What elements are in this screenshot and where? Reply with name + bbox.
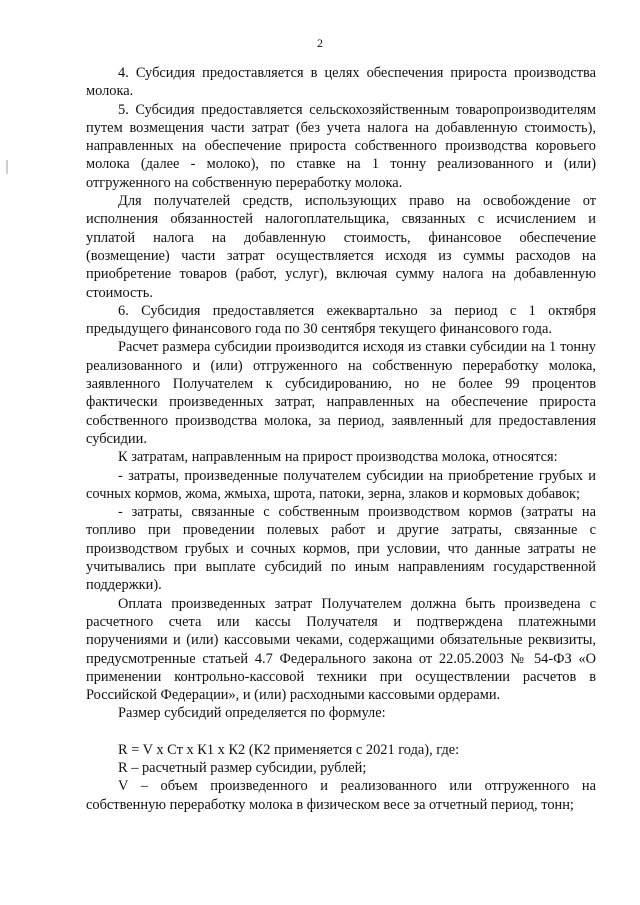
paragraph-vat-exemption: Для получателей средств, использующих право на освобождение от исполнения обязанностей налогоплательщика, связанных с исчислением и уплатой налога на добавленную стоимость, финансовое обеспечение (возмещение) части затрат осуществляется исходя из суммы расходов на приобретение товаров (работ, услуг), включая сумму налога на добавленную стоимость. <box>86 193 596 301</box>
list-item-feed-costs: - затраты, произведенные получателем субсидии на приобретение грубых и сочных кормов, жома, жмыха, шрота, патоки, зерна, злаков и кормовых добавок; <box>86 467 596 502</box>
paragraph-calculation: Расчет размера субсидии производится исходя из ставки субсидии на 1 тонну реализованного и (или) отгруженного на собственную переработку молока, заявленного Получателем к субсидированию, но не более 99 процентов фактически произведенных затрат, направленных на обеспечение прироста собственного производства молока, за период, заявленный для предоставления субсидии. <box>86 339 596 447</box>
document-body <box>86 64 596 814</box>
formula-definition-r: R – расчетный размер субсидии, рублей; <box>118 759 367 776</box>
formula-definition-v: V – объем произведенного и реализованного или отгруженного на собственную переработку молока в физическом весе за отчетный период, тонн; <box>86 778 596 813</box>
paragraph-4-purpose: 4. Субсидия предоставляется в целях обеспечения прироста производства молока. <box>86 65 596 100</box>
scan-margin-mark <box>6 160 8 174</box>
list-item-own-feed-production: - затраты, связанные с собственным производством кормов (затраты на топливо при проведении полевых работ и другие затраты, связанные с производством грубых и сочных кормов, при условии, что данные затраты не учитывались при выплате субсидий по иным направлениям государственной поддержки). <box>86 504 596 594</box>
paragraph-costs-intro: К затратам, направленным на прирост производства молока, относятся: <box>118 449 558 466</box>
page-number: 2 <box>317 36 323 50</box>
formula-main: R = V x Ст x К1 x К2 (К2 применяется с 2021 года), где: <box>118 741 460 758</box>
paragraph-5-subsidy-rate: 5. Субсидия предоставляется сельскохозяйственным товаропроизводителям путем возмещения части затрат (без учета налога на добавленную стоимость), направленных на обеспечение прироста собственного производства коровьего молока (далее - молоко), по ставке на 1 тонну реализованного и (или) отгруженного на собственную переработку молока. <box>86 101 596 191</box>
paragraph-formula-intro: Размер субсидий определяется по формуле: <box>118 705 386 722</box>
formula-spacer <box>86 723 596 741</box>
paragraph-6-period: 6. Субсидия предоставляется ежеквартально за период с 1 октября предыдущего финансового года по 30 сентября текущего финансового года. <box>86 302 596 338</box>
paragraph-payment-confirmation: Оплата произведенных затрат Получателем должна быть произведена с расчетного счета или кассы Получателя и подтверждена платежными поручениями и (или) кассовыми чеками, содержащими обязательные реквизиты, предусмотренные статьей 4.7 Федерального закона от 22.05.2003 № 54-ФЗ «О применении контрольно-кассовой техники при осуществлении расчетов в Российской Федерации», и (или) расходными кассовыми ордерами. <box>86 595 596 704</box>
